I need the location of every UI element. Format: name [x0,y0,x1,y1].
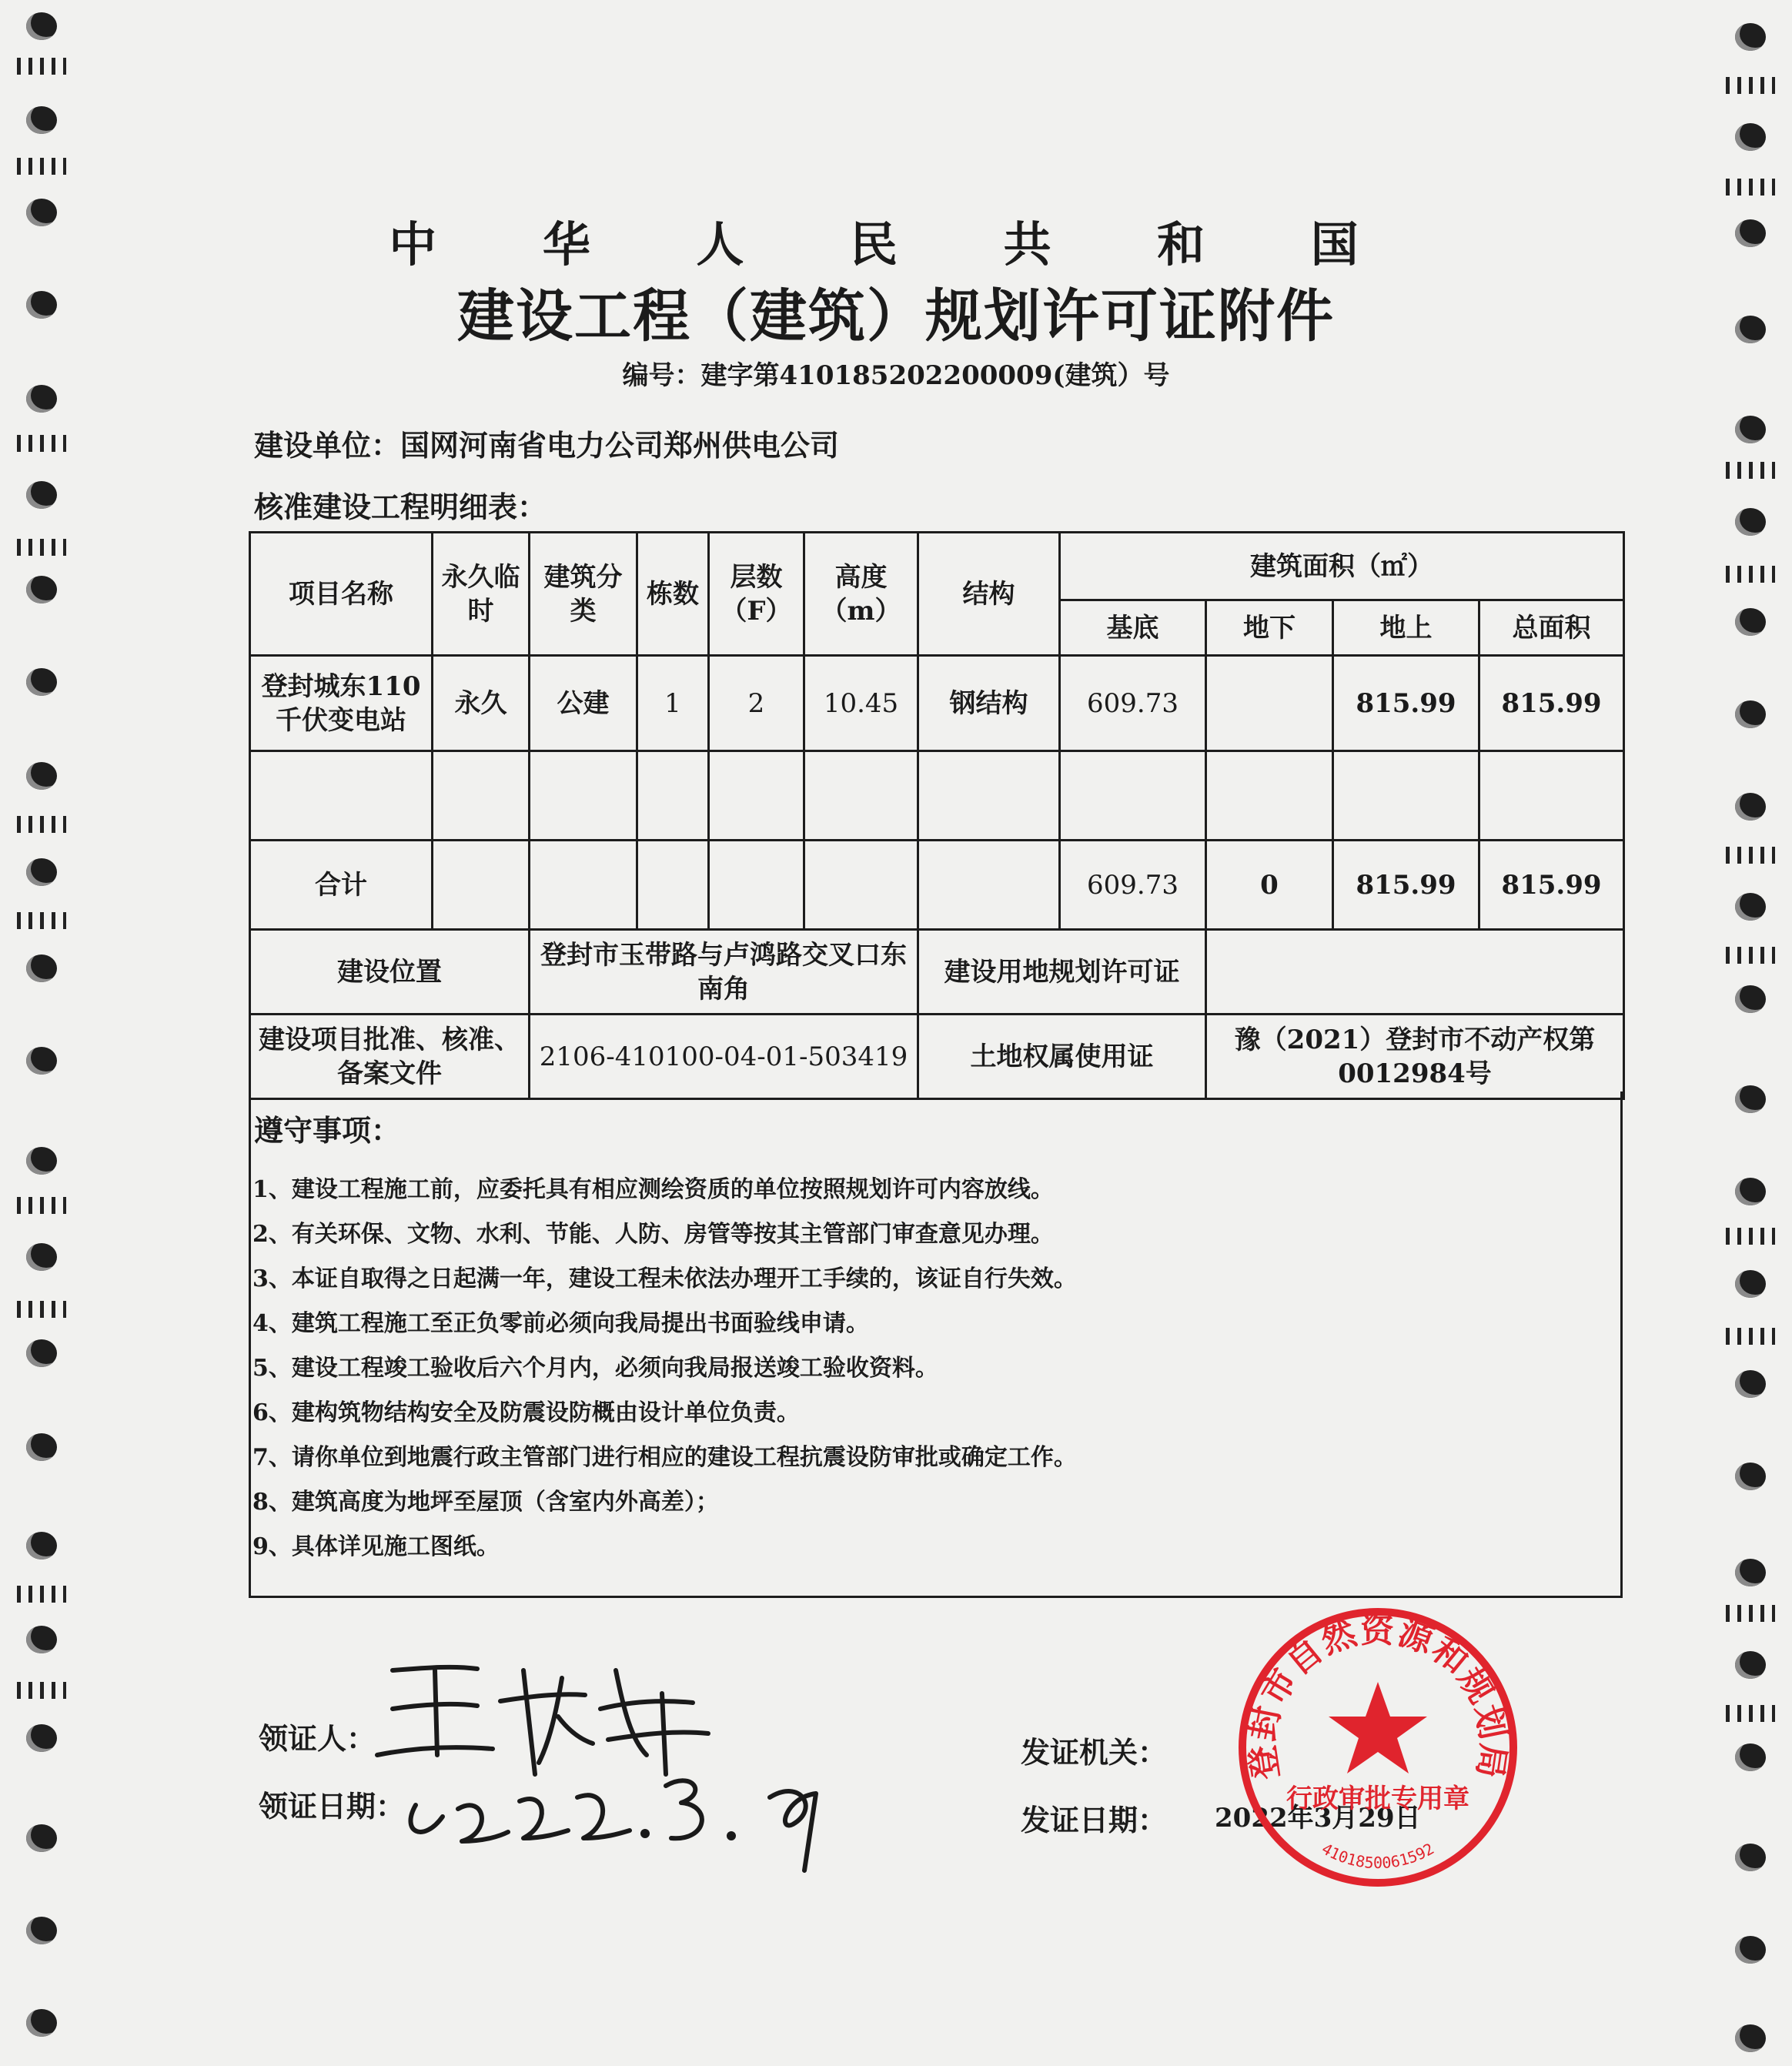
permit-number: 编号：建字第410185202200009(建筑）号 [622,360,1170,391]
official-seal [1232,1601,1524,1894]
notes-box [249,1092,1623,1598]
header-floors: 层数（F） [709,533,804,656]
landright-value: 豫（2021）登封市不动产权第0012984号 [1206,1015,1624,1099]
seal-subtext: 行政审批专用章 [1286,1784,1469,1814]
note-item: 3、本证自取得之日起满一年，建设工程未依法办理开工手续的，该证自行失效。 [252,1265,1077,1292]
header-base: 基底 [1060,600,1206,656]
handwritten-signature [369,1640,831,1886]
issue-date-label: 发证日期： [1021,1803,1168,1837]
project-detail-table [249,531,1625,1100]
cell-height: 10.45 [804,656,918,751]
landplan-value [1206,930,1624,1015]
header-perm: 永久临时 [433,533,530,656]
header-area: 建筑面积（㎡） [1060,533,1624,600]
issuer-label: 发证机关： [1021,1735,1168,1770]
cell-base: 609.73 [1060,656,1206,751]
issue-date-value: 2022年3月29日 [1215,1803,1421,1834]
header-struct: 结构 [918,533,1060,656]
country-title: 中 华 人 民 共 和 国 [389,216,1403,272]
note-item: 8、建筑高度为地坪至屋顶（含室内外高差）； [252,1489,719,1516]
cell-name: 登封城东110千伏变电站 [250,656,433,751]
approval-label: 建设项目批准、核准、备案文件 [250,1015,530,1099]
cell-cls: 公建 [530,656,637,751]
header-under: 地下 [1206,600,1333,656]
cell-above: 815.99 [1333,656,1479,751]
location-value: 登封市玉带路与卢鸿路交叉口东南角 [530,930,918,1015]
sum-above: 815.99 [1333,841,1479,930]
cell-total: 815.99 [1479,656,1624,751]
header-above: 地上 [1333,600,1479,656]
seal-text: 登封市自然资源和规划局 [1242,1610,1513,1783]
cell-struct: 钢结构 [918,656,1060,751]
cell-count: 1 [637,656,709,751]
sum-label: 合计 [250,841,433,930]
cell-floors: 2 [709,656,804,751]
svg-text:4101850061592 [1319,1839,1437,1872]
notes-title: 遵守事项： [254,1113,401,1148]
note-item: 5、建设工程竣工验收后六个月内，必须向我局报送竣工验收资料。 [252,1355,938,1382]
header-height: 高度（m） [804,533,918,656]
table-row [250,656,1624,751]
note-item: 7、请你单位到地震行政主管部门进行相应的建设工程抗震设防审批或确定工作。 [252,1444,1077,1471]
cell-under [1206,656,1333,751]
header-cls: 建筑分类 [530,533,637,656]
seal-code: 4101850061592 [1319,1839,1437,1873]
landright-label: 土地权属使用证 [918,1015,1206,1099]
construction-unit: 建设单位：国网河南省电力公司郑州供电公司 [254,428,840,463]
sum-under: 0 [1206,841,1333,930]
receiver-label: 领证人： [259,1721,376,1756]
note-item: 4、建筑工程施工至正负零前必须向我局提出书面验线申请。 [252,1310,869,1337]
sum-total: 815.99 [1479,841,1624,930]
cell-perm: 永久 [433,656,530,751]
document-title: 建设工程（建筑）规划许可证附件 [457,283,1335,349]
note-item: 9、具体详见施工图纸。 [252,1533,500,1560]
header-name: 项目名称 [250,533,433,656]
table-row-empty [250,751,1624,841]
receive-date-label: 领证日期： [259,1789,406,1824]
table-caption: 核准建设工程明细表： [254,490,547,524]
landplan-label: 建设用地规划许可证 [918,930,1206,1015]
note-item: 2、有关环保、文物、水利、节能、人防、房管等按其主管部门审查意见办理。 [252,1221,1054,1248]
location-label: 建设位置 [250,930,530,1015]
approval-value: 2106-410100-04-01-503419 [530,1015,918,1099]
sum-base: 609.73 [1060,841,1206,930]
table-row-sum [250,841,1624,930]
header-total: 总面积 [1479,600,1624,656]
note-item: 6、建构筑物结构安全及防震设防概由设计单位负责。 [252,1399,800,1426]
note-item: 1、建设工程施工前，应委托具有相应测绘资质的单位按照规划许可内容放线。 [252,1176,1054,1203]
header-count: 栋数 [637,533,709,656]
